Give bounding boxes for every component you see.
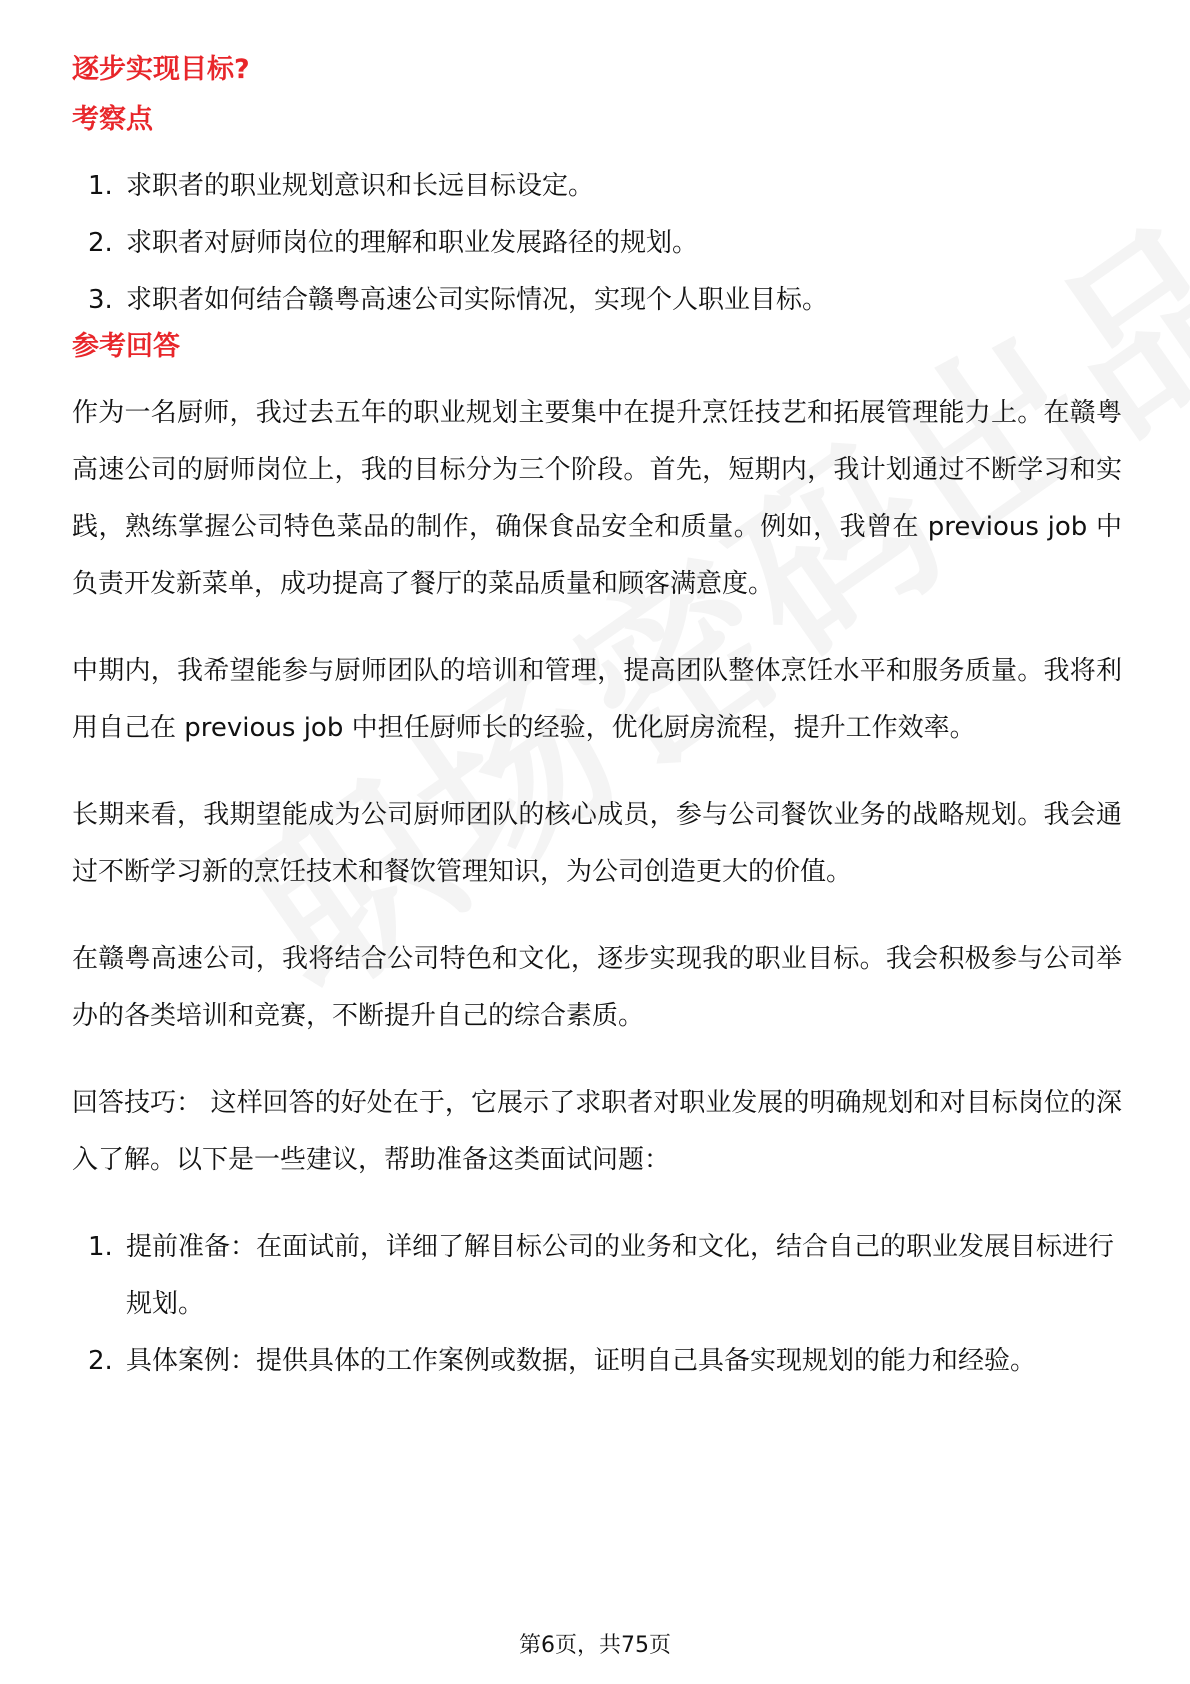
list-number: 2. <box>88 228 113 258</box>
list-item-text: 提前准备：在面试前，详细了解目标公司的业务和文化，结合自己的职业发展目标进行规划。 <box>126 1232 1115 1319</box>
answer-paragraph: 在赣粤高速公司，我将结合公司特色和文化，逐步实现我的职业目标。我会积极参与公司举办的各类培训和竞赛，不断提升自己的综合素质。 <box>72 944 1122 1031</box>
list-number: 2. <box>88 1346 113 1376</box>
answer-paragraph: 长期来看，我期望能成为公司厨师团队的核心成员，参与公司餐饮业务的战略规划。我会通过不断学习新的烹饪技术和餐饮管理知识，为公司创造更大的价值。 <box>72 800 1122 887</box>
key-points-list <box>72 158 1122 329</box>
list-item-text: 具体案例：提供具体的工作案例或数据，证明自己具备实现规划的能力和经验。 <box>126 1346 1037 1376</box>
question-title: 逐步实现目标? <box>72 54 250 85</box>
reference-answer-heading: 参考回答 <box>72 331 180 362</box>
list-number: 3. <box>88 285 113 315</box>
tips-list <box>72 1219 1122 1390</box>
list-item <box>72 1219 1122 1333</box>
answer-paragraph: 作为一名厨师，我过去五年的职业规划主要集中在提升烹饪技艺和拓展管理能力上。在赣粤高速公司的厨师岗位上，我的目标分为三个阶段。首先，短期内，我计划通过不断学习和实践，熟练掌握公司特色菜品的制作，确保食品安全和质量。例如，我曾在 previous job 中负责开发新菜单，成功提高了餐厅的菜品质量和顾客满意度。 <box>72 398 1122 599</box>
answer-paragraph: 中期内，我希望能参与厨师团队的培训和管理，提高团队整体烹饪水平和服务质量。我将利用自己在 previous job 中担任厨师长的经验，优化厨房流程，提升工作效率。 <box>72 656 1122 743</box>
key-points-heading: 考察点 <box>72 104 153 135</box>
list-number: 1. <box>88 1232 113 1262</box>
list-item-text: 求职者的职业规划意识和长远目标设定。 <box>126 171 595 201</box>
page-content <box>72 52 1122 1390</box>
page-number-footer: 第6页，共75页 <box>519 1633 671 1658</box>
list-item <box>72 215 1122 272</box>
list-item-text: 求职者如何结合赣粤高速公司实际情况，实现个人职业目标。 <box>126 285 829 315</box>
list-item <box>72 1333 1122 1390</box>
list-number: 1. <box>88 171 113 201</box>
answer-tips-paragraph: 回答技巧： 这样回答的好处在于，它展示了求职者对职业发展的明确规划和对目标岗位的深入了解。以下是一些建议，帮助准备这类面试问题： <box>72 1088 1122 1175</box>
list-item <box>72 158 1122 215</box>
list-item-text: 求职者对厨师岗位的理解和职业发展路径的规划。 <box>126 228 699 258</box>
list-item <box>72 272 1122 329</box>
